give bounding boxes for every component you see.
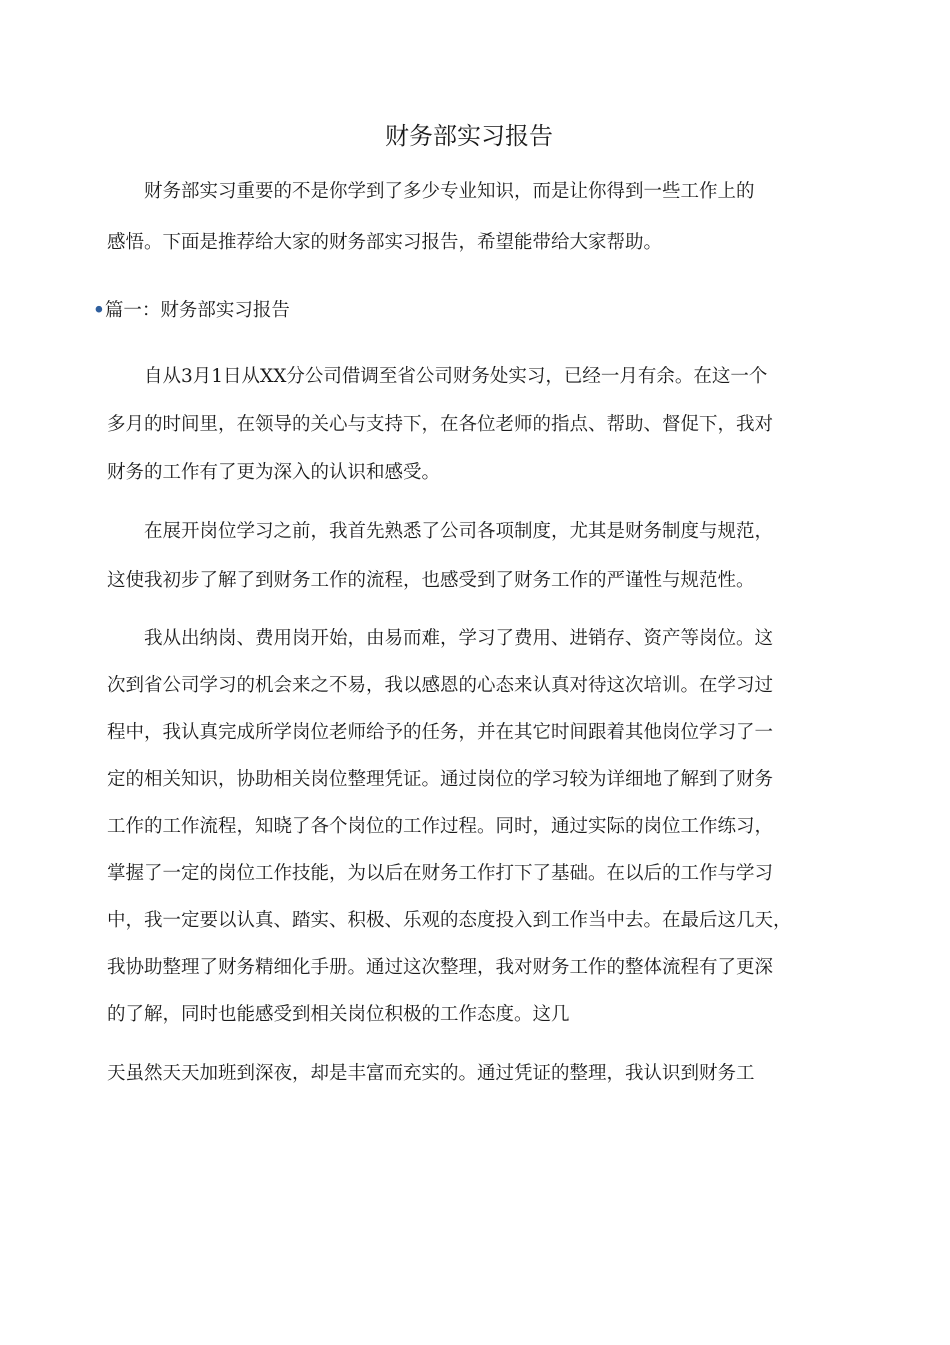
paragraph-line: 程中，我认真完成所学岗位老师给予的任务，并在其它时间跟着其他岗位学习了一 [107, 722, 774, 743]
paragraph-line: 中，我一定要以认真、踏实、积极、乐观的态度投入到工作当中去。在最后这几天， [107, 910, 792, 931]
paragraph-line: 我协助整理了财务精细化手册。通过这次整理，我对财务工作的整体流程有了更深 [107, 957, 774, 978]
paragraph-line: 这使我初步了解了到财务工作的流程，也感受到了财务工作的严谨性与规范性。 [107, 570, 755, 591]
intro-line: 感悟。下面是推荐给大家的财务部实习报告，希望能带给大家帮助。 [107, 232, 663, 253]
section-heading [93, 297, 290, 325]
paragraph-line: 多月的时间里，在领导的关心与支持下，在各位老师的指点、帮助、督促下，我对 [107, 414, 774, 435]
paragraph-line: 的了解，同时也能感受到相关岗位积极的工作态度。这几 [107, 1004, 570, 1025]
paragraph-line: 财务的工作有了更为深入的认识和感受。 [107, 462, 441, 483]
paragraph-line: 次到省公司学习的机会来之不易，我以感恩的心态来认真对待这次培训。在学习过 [107, 675, 774, 696]
paragraph-line: 我从出纳岗、费用岗开始，由易而难，学习了费用、进销存、资产等岗位。这 [107, 628, 774, 649]
paragraph-line: 天虽然天天加班到深夜，却是丰富而充实的。通过凭证的整理，我认识到财务工 [107, 1063, 755, 1084]
document-title: 财务部实习报告 [385, 122, 553, 150]
paragraph-line: 掌握了一定的岗位工作技能，为以后在财务工作打下了基础。在以后的工作与学习 [107, 863, 774, 884]
section-heading-text: 篇一：财务部实习报告 [104, 300, 290, 321]
paragraph-line: 在展开岗位学习之前，我首先熟悉了公司各项制度，尤其是财务制度与规范， [107, 521, 774, 542]
paragraph-line: 自从3月1日从XX分公司借调至省公司财务处实习，已经一月有余。在这一个 [107, 366, 768, 387]
bullet-icon: • [93, 300, 105, 321]
intro-line: 财务部实习重要的不是你学到了多少专业知识，而是让你得到一些工作上的 [107, 181, 755, 202]
paragraph-line: 工作的工作流程，知晓了各个岗位的工作过程。同时，通过实际的岗位工作练习， [107, 816, 774, 837]
paragraph-line: 定的相关知识，协助相关岗位整理凭证。通过岗位的学习较为详细地了解到了财务 [107, 769, 774, 790]
